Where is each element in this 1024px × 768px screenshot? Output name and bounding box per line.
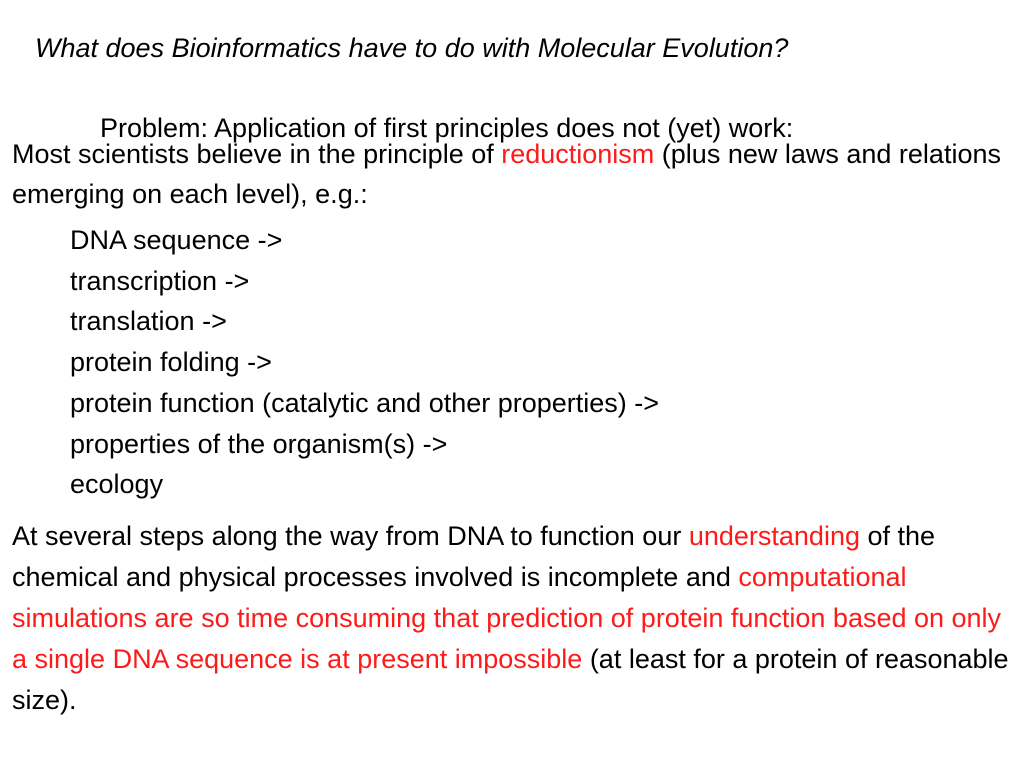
intro-highlight-reductionism: reductionism — [501, 139, 655, 169]
conclusion-paragraph — [12, 516, 1017, 721]
list-item: DNA sequence -> — [70, 225, 283, 255]
slide-title: What does Bioinformatics have to do with Molecular Evolution? — [35, 33, 789, 63]
slide-subtitle: Problem: Application of first principles does not (yet) work: — [100, 113, 794, 143]
list-item: translation -> — [70, 306, 227, 337]
conclusion-text-part3: (at least for a protein of reasonable size). — [12, 644, 1009, 715]
conclusion-highlight-understanding: understanding — [688, 521, 860, 551]
conclusion-text-part2: of the chemical and physical processes involved is incomplete and — [12, 521, 936, 592]
reductionism-steps-list — [70, 220, 659, 505]
conclusion-text-part1: At several steps along the way from DNA to function our — [12, 521, 689, 551]
intro-paragraph — [12, 134, 1017, 214]
list-item: transcription -> — [70, 265, 250, 296]
conclusion-highlight-simulations: computational simulations are so time consuming that prediction of protein function based on only a single DNA sequence is at present impossible — [12, 562, 1002, 674]
list-item: protein function (catalytic and other properties) -> — [70, 387, 660, 418]
list-item: protein folding -> — [70, 347, 272, 378]
list-item: properties of the organism(s) -> — [70, 428, 448, 459]
intro-text-part2: (plus new laws and relations emerging on each level), e.g.: — [12, 139, 1001, 209]
intro-text-part1: Most scientists believe in the principle of — [12, 139, 502, 169]
list-item: ecology — [70, 469, 164, 500]
